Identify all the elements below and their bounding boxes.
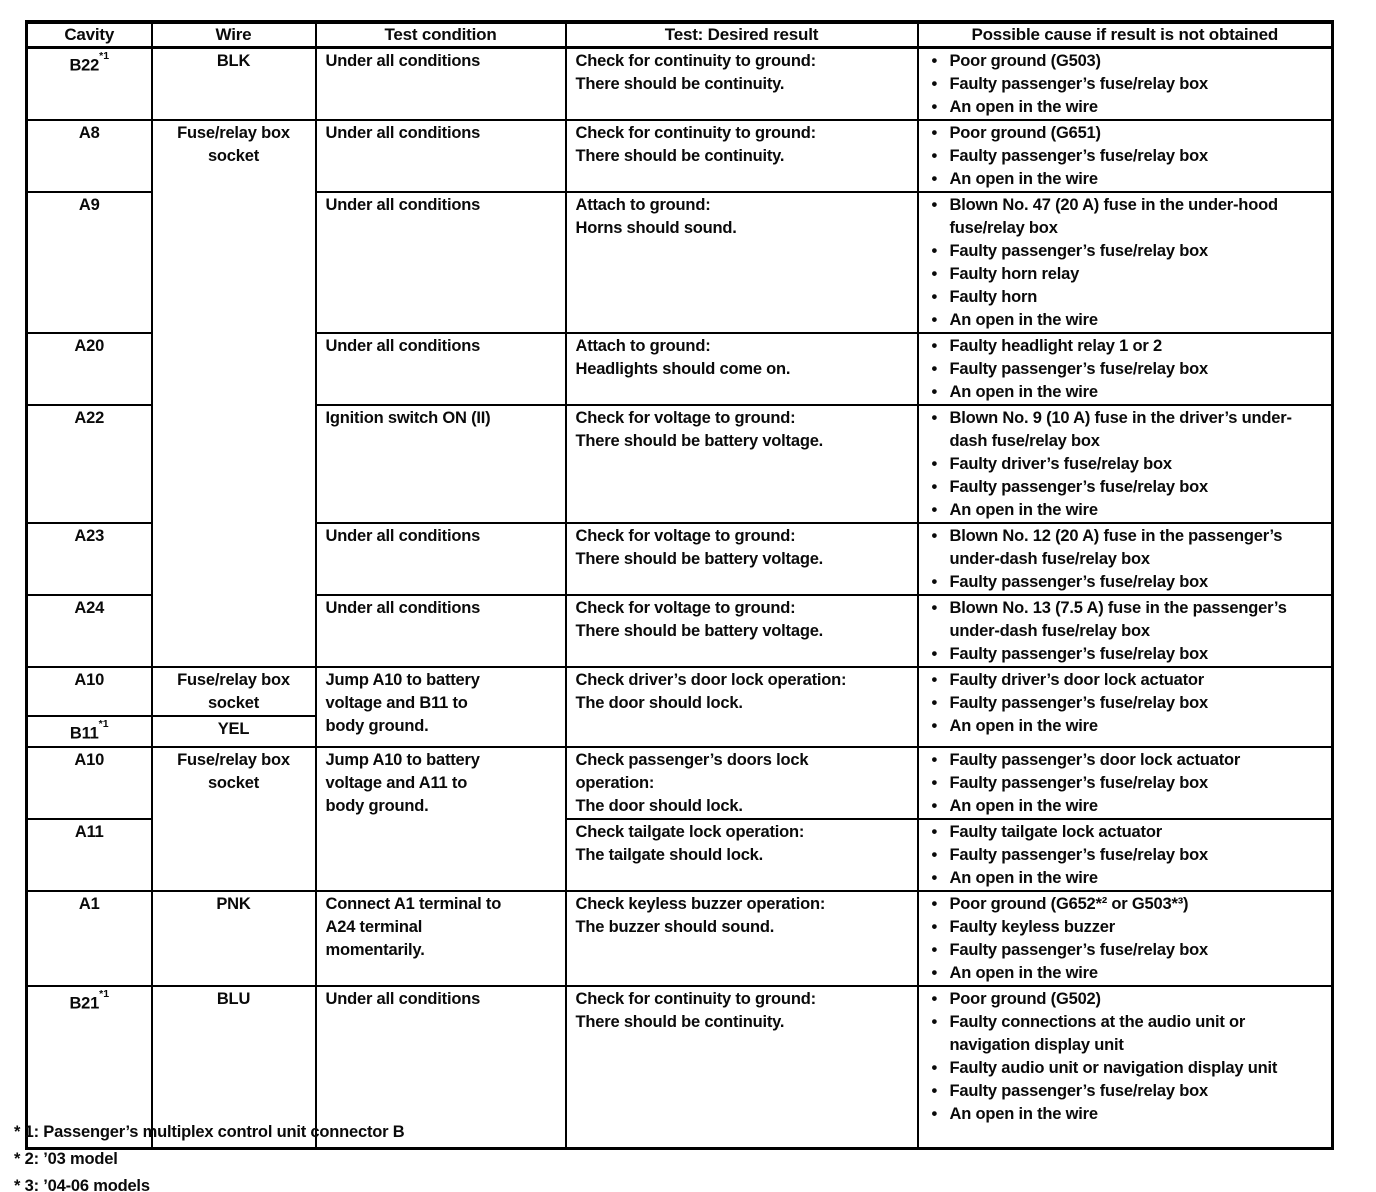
cause-item: • Faulty driver’s door lock actuator <box>919 669 1306 692</box>
cause-item: • Faulty passenger’s fuse/relay box <box>919 844 1306 867</box>
cavity-cell: A9 <box>27 192 152 333</box>
table-row-a10-driver <box>27 667 1333 716</box>
cause-item: • An open in the wire <box>919 715 1306 738</box>
result-line: Headlights should come on. <box>575 360 791 378</box>
cause-item: • Faulty passenger’s fuse/relay box <box>919 240 1306 263</box>
cause-item: • An open in the wire <box>919 168 1306 191</box>
possible-cause-cell <box>918 747 1333 819</box>
desired-result-cell <box>566 595 918 667</box>
result-line: There should be continuity. <box>575 147 785 165</box>
test-condition-cell: Under all conditions <box>316 48 566 121</box>
cause-item: • Faulty horn <box>919 286 1306 309</box>
result-line: Check for voltage to ground: <box>575 527 796 545</box>
cause-item: • An open in the wire <box>919 795 1306 818</box>
cavity-cell: A22 <box>27 405 152 523</box>
cavity-cell: A20 <box>27 333 152 405</box>
desired-result-cell <box>566 120 918 192</box>
cause-item: • Faulty keyless buzzer <box>919 916 1306 939</box>
result-line: There should be battery voltage. <box>575 550 824 568</box>
desired-result-cell <box>566 523 918 595</box>
result-line: Check for continuity to ground: <box>575 52 816 70</box>
cause-item: • Blown No. 9 (10 A) fuse in the driver’s under-dash fuse/relay box <box>919 407 1306 453</box>
table-row-a1 <box>27 891 1333 986</box>
table-row-b22 <box>27 48 1333 121</box>
cause-item: • Faulty passenger’s door lock actuator <box>919 749 1306 772</box>
col-header-desired-result: Test: Desired result <box>566 22 918 48</box>
cavity-id: B11 <box>69 724 99 743</box>
table-row-a10-passenger <box>27 747 1333 819</box>
footnote: * 1: Passenger’s multiplex control unit connector B <box>14 1123 405 1141</box>
cause-item: • An open in the wire <box>919 96 1306 119</box>
cavity-cell: A24 <box>27 595 152 667</box>
cause-item: • Faulty connections at the audio unit or navigation display unit <box>919 1011 1306 1057</box>
desired-result-cell <box>566 48 918 121</box>
cause-item: • Faulty headlight relay 1 or 2 <box>919 335 1306 358</box>
cause-item: • Faulty tailgate lock actuator <box>919 821 1306 844</box>
result-line: The tailgate should lock. <box>575 845 764 864</box>
test-condition-cell: Jump A10 to battery voltage and B11 to body ground. <box>316 667 566 747</box>
cause-item: • An open in the wire <box>919 867 1306 890</box>
cause-item: • Faulty passenger’s fuse/relay box <box>919 145 1306 168</box>
possible-cause-cell <box>918 891 1333 986</box>
desired-result-cell <box>566 333 918 405</box>
cause-item: • Faulty passenger’s fuse/relay box <box>919 643 1306 666</box>
test-condition-cell: Ignition switch ON (II) <box>316 405 566 523</box>
cavity-id: B22 <box>69 56 100 75</box>
desired-result-cell <box>566 747 918 819</box>
result-line: Attach to ground: <box>575 196 711 214</box>
desired-result-cell <box>566 667 918 747</box>
cause-item: • Faulty horn relay <box>919 263 1306 286</box>
result-line: Attach to ground: <box>575 337 711 355</box>
cause-item: • Faulty passenger’s fuse/relay box <box>919 1080 1306 1103</box>
wire-cell: BLK <box>152 48 316 121</box>
desired-result-cell <box>566 986 918 1149</box>
cause-item: • Blown No. 47 (20 A) fuse in the under-hood fuse/relay box <box>919 194 1306 240</box>
footnote-ref: *1 <box>99 987 110 1000</box>
cause-item: • Faulty driver’s fuse/relay box <box>919 453 1306 476</box>
result-line: Check keyless buzzer operation: <box>575 894 826 913</box>
footnote: * 3: ’04-06 models <box>14 1177 150 1192</box>
test-condition-cell: Under all conditions <box>316 523 566 595</box>
wire-cell: Fuse/relay box socket <box>152 667 316 716</box>
desired-result-cell <box>566 891 918 986</box>
possible-cause-cell <box>918 986 1333 1149</box>
test-condition-cell: Under all conditions <box>316 333 566 405</box>
result-line: The door should lock. <box>575 796 743 815</box>
footnote: * 2: ’03 model <box>14 1150 118 1168</box>
test-condition-cell: Under all conditions <box>316 120 566 192</box>
cause-item: • Blown No. 13 (7.5 A) fuse in the passenger’s under-dash fuse/relay box <box>919 597 1306 643</box>
test-condition-cell: Jump A10 to battery voltage and A11 to body ground. <box>316 747 566 891</box>
cause-item: • An open in the wire <box>919 381 1306 404</box>
result-line: There should be battery voltage. <box>575 432 824 450</box>
result-line: Check for voltage to ground: <box>575 599 796 617</box>
cavity-cell: A11 <box>27 819 152 891</box>
cause-item: • Faulty passenger’s fuse/relay box <box>919 358 1306 381</box>
result-line: Check for voltage to ground: <box>575 409 796 427</box>
footnotes <box>14 1119 404 1192</box>
result-line: There should be continuity. <box>575 75 785 93</box>
test-condition-cell: Under all conditions <box>316 986 566 1149</box>
cavity-cell <box>27 716 152 747</box>
possible-cause-cell <box>918 523 1333 595</box>
wire-cell: PNK <box>152 891 316 986</box>
result-line: Check for continuity to ground: <box>575 124 816 142</box>
cause-item: • Faulty passenger’s fuse/relay box <box>919 772 1306 795</box>
table-row-a8 <box>27 120 1333 192</box>
result-line: Check passenger’s doors lock operation: <box>575 750 809 792</box>
possible-cause-cell <box>918 192 1333 333</box>
possible-cause-cell <box>918 595 1333 667</box>
cause-item: • Poor ground (G503) <box>919 50 1306 73</box>
table-header-row <box>27 22 1333 48</box>
cavity-cell: A23 <box>27 523 152 595</box>
cause-item: • An open in the wire <box>919 309 1306 332</box>
cavity-cell: A1 <box>27 891 152 986</box>
cause-item: • An open in the wire <box>919 499 1306 522</box>
cause-item: • Faulty passenger’s fuse/relay box <box>919 476 1306 499</box>
cause-item: • Faulty passenger’s fuse/relay box <box>919 939 1306 962</box>
cause-item: • Poor ground (G652*² or G503*³) <box>919 893 1306 916</box>
connector-test-table <box>25 20 1334 1150</box>
cavity-cell: A10 <box>27 667 152 716</box>
result-line: Check for continuity to ground: <box>575 989 816 1008</box>
result-line: Horns should sound. <box>575 219 737 237</box>
wire-cell: Fuse/relay box socket <box>152 120 316 667</box>
result-line: There should be continuity. <box>575 1012 785 1031</box>
possible-cause-cell <box>918 333 1333 405</box>
col-header-possible-cause: Possible cause if result is not obtained <box>918 22 1333 48</box>
possible-cause-cell <box>918 120 1333 192</box>
col-header-wire: Wire <box>152 22 316 48</box>
footnote-ref: *1 <box>98 718 109 730</box>
possible-cause-cell <box>918 405 1333 523</box>
test-condition-cell: Connect A1 terminal to A24 terminal momentarily. <box>316 891 566 986</box>
cause-item: • Blown No. 12 (20 A) fuse in the passenger’s under-dash fuse/relay box <box>919 525 1306 571</box>
desired-result-cell <box>566 192 918 333</box>
test-condition-cell: Under all conditions <box>316 595 566 667</box>
cavity-cell <box>27 48 152 121</box>
cause-item: • Faulty audio unit or navigation display unit <box>919 1057 1306 1080</box>
cause-item: • Poor ground (G651) <box>919 122 1306 145</box>
cavity-cell: A10 <box>27 747 152 819</box>
cause-item: • An open in the wire <box>919 962 1306 985</box>
result-line: Check driver’s door lock operation: <box>575 671 847 689</box>
result-line: There should be battery voltage. <box>575 622 824 640</box>
test-condition-cell: Under all conditions <box>316 192 566 333</box>
cause-item: • An open in the wire <box>919 1103 1306 1126</box>
col-header-cavity: Cavity <box>27 22 152 48</box>
cause-item: • Faulty passenger’s fuse/relay box <box>919 692 1306 715</box>
wire-cell: YEL <box>152 716 316 747</box>
col-header-test-condition: Test condition <box>316 22 566 48</box>
desired-result-cell <box>566 405 918 523</box>
desired-result-cell <box>566 819 918 891</box>
cause-item: • Poor ground (G502) <box>919 988 1306 1011</box>
result-line: Check tailgate lock operation: <box>575 822 805 841</box>
wire-cell: BLU <box>152 986 316 1149</box>
possible-cause-cell <box>918 48 1333 121</box>
cavity-id: B21 <box>69 994 100 1012</box>
result-line: The door should lock. <box>575 694 743 712</box>
cause-item: • Faulty passenger’s fuse/relay box <box>919 73 1306 96</box>
possible-cause-cell <box>918 667 1333 747</box>
wire-cell: Fuse/relay box socket <box>152 747 316 891</box>
possible-cause-cell <box>918 819 1333 891</box>
cavity-cell: A8 <box>27 120 152 192</box>
footnote-ref: *1 <box>99 50 110 62</box>
cause-item: • Faulty passenger’s fuse/relay box <box>919 571 1306 594</box>
result-line: The buzzer should sound. <box>575 917 775 936</box>
